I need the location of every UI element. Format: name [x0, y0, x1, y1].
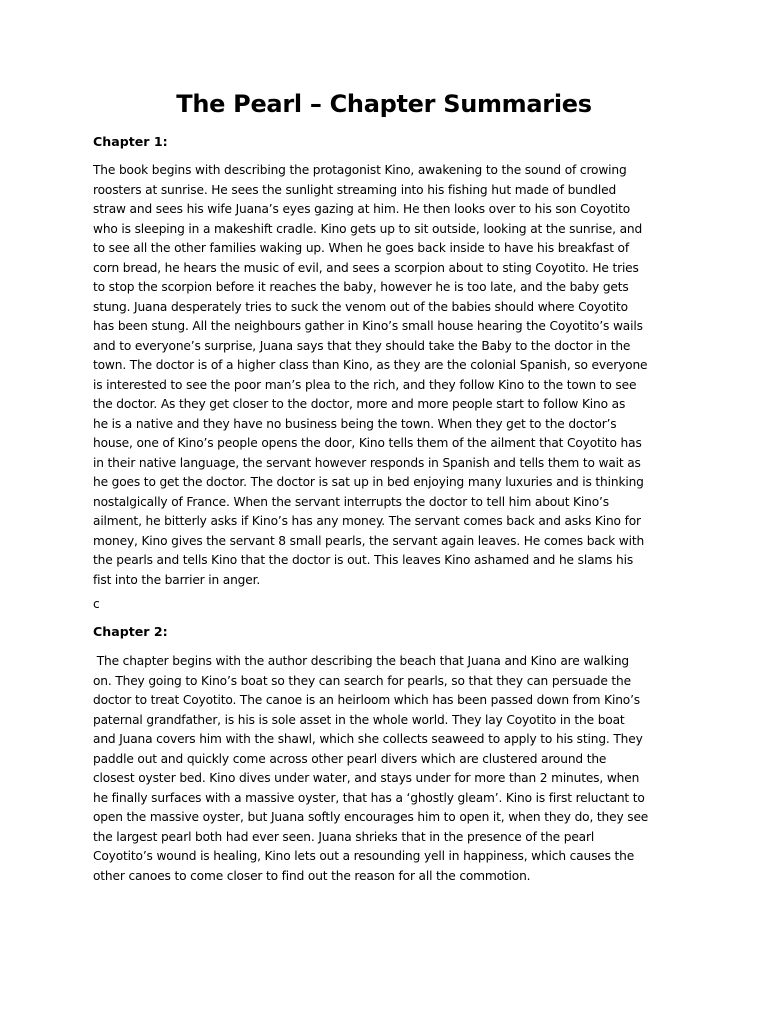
paragraph-line: money, Kino gives the servant 8 small pearls, the servant again leaves. He comes back with — [93, 533, 645, 548]
paragraph-line: the largest pearl both had ever seen. Juana shrieks that in the presence of the pearl — [93, 829, 595, 844]
paragraph-line: in their native language, the servant however responds in Spanish and tells them to wait as — [93, 455, 641, 470]
paragraph-line: straw and sees his wife Juana’s eyes gazing at him. He then looks over to his son Coyotito — [93, 202, 631, 216]
paragraph-line: fist into the barrier in anger. — [93, 572, 261, 587]
chapter-1-heading: Chapter 1: — [93, 134, 168, 149]
paragraph-line: the doctor. As they get closer to the doctor, more and more people start to follow Kino as — [93, 397, 626, 411]
paragraph-line: stung. Juana desperately tries to suck the venom out of the babies should where Coyotito — [93, 299, 628, 314]
paragraph-line: and Juana covers him with the shawl, which she collects seaweed to apply to his sting. They — [93, 732, 643, 746]
paragraph-line: he is a native and they have no business being the town. When they get to the doctor’s — [93, 416, 617, 431]
paragraph-line: corn bread, he hears the music of evil, and sees a scorpion about to sting Coyotito. He tries — [93, 260, 639, 275]
paragraph-line: he finally surfaces with a massive oyster, that has a ‘ghostly gleam’. Kino is first reluctant to — [93, 790, 645, 805]
stray-character: c — [93, 597, 100, 611]
paragraph-line: house, one of Kino’s people opens the door, Kino tells them of the ailment that Coyotito has — [93, 436, 642, 450]
paragraph-line: town. The doctor is of a higher class than Kino, as they are the colonial Spanish, so everyone — [93, 358, 648, 372]
paragraph-line: and to everyone’s surprise, Juana says that they should take the Baby to the doctor in the — [93, 338, 631, 353]
chapter-2-heading: Chapter 2: — [93, 624, 168, 639]
chapter-1-paragraph — [93, 161, 683, 590]
paragraph-line: is interested to see the poor man’s plea to the rich, and they follow Kino to the town to see — [93, 377, 637, 392]
paragraph-line: the pearls and tells Kino that the doctor is out. This leaves Kino ashamed and he slams his — [93, 553, 634, 567]
paragraph-line: The book begins with describing the protagonist Kino, awakening to the sound of crowing — [93, 163, 627, 177]
paragraph-line: roosters at sunrise. He sees the sunlight streaming into his fishing hut made of bundled — [93, 182, 617, 197]
paragraph-line: Coyotito’s wound is healing, Kino lets out a resounding yell in happiness, which causes the — [93, 849, 635, 863]
paragraph-line: who is sleeping in a makeshift cradle. Kino gets up to sit outside, looking at the sunrise, and — [93, 221, 643, 236]
paragraph-line: The chapter begins with the author describing the beach that Juana and Kino are walking — [93, 654, 629, 668]
paragraph-line: other canoes to come closer to find out the reason for all the commotion. — [93, 868, 531, 883]
paragraph-line: has been stung. All the neighbours gather in Kino’s small house hearing the Coyotito’s wails — [93, 319, 643, 333]
document-title: The Pearl – Chapter Summaries — [176, 90, 592, 118]
chapter-2-paragraph — [93, 652, 683, 886]
paragraph-line: closest oyster bed. Kino dives under water, and stays under for more than 2 minutes, when — [93, 771, 640, 785]
paragraph-line: he goes to get the doctor. The doctor is sat up in bed enjoying many luxuries and is thinking — [93, 475, 644, 489]
paragraph-line: paternal grandfather, is his is sole asset in the whole world. They lay Coyotito in the boat — [93, 712, 625, 727]
paragraph-line: nostalgically of France. When the servant interrupts the doctor to tell him about Kino’s — [93, 494, 609, 509]
paragraph-line: open the massive oyster, but Juana softly encourages him to open it, when they do, they see — [93, 810, 649, 824]
paragraph-line: ailment, he bitterly asks if Kino’s has any money. The servant comes back and asks Kino for — [93, 514, 641, 528]
paragraph-line: on. They going to Kino’s boat so they can search for pearls, so that they can persuade the — [93, 673, 631, 688]
paragraph-line: paddle out and quickly come across other pearl divers which are clustered around the — [93, 751, 607, 766]
paragraph-line: doctor to treat Coyotito. The canoe is an heirloom which has been passed down from Kino’s — [93, 693, 641, 707]
paragraph-line: to see all the other families waking up. When he goes back inside to have his breakfast of — [93, 241, 630, 255]
paragraph-line: to stop the scorpion before it reaches the baby, however he is too late, and the baby gets — [93, 280, 629, 294]
